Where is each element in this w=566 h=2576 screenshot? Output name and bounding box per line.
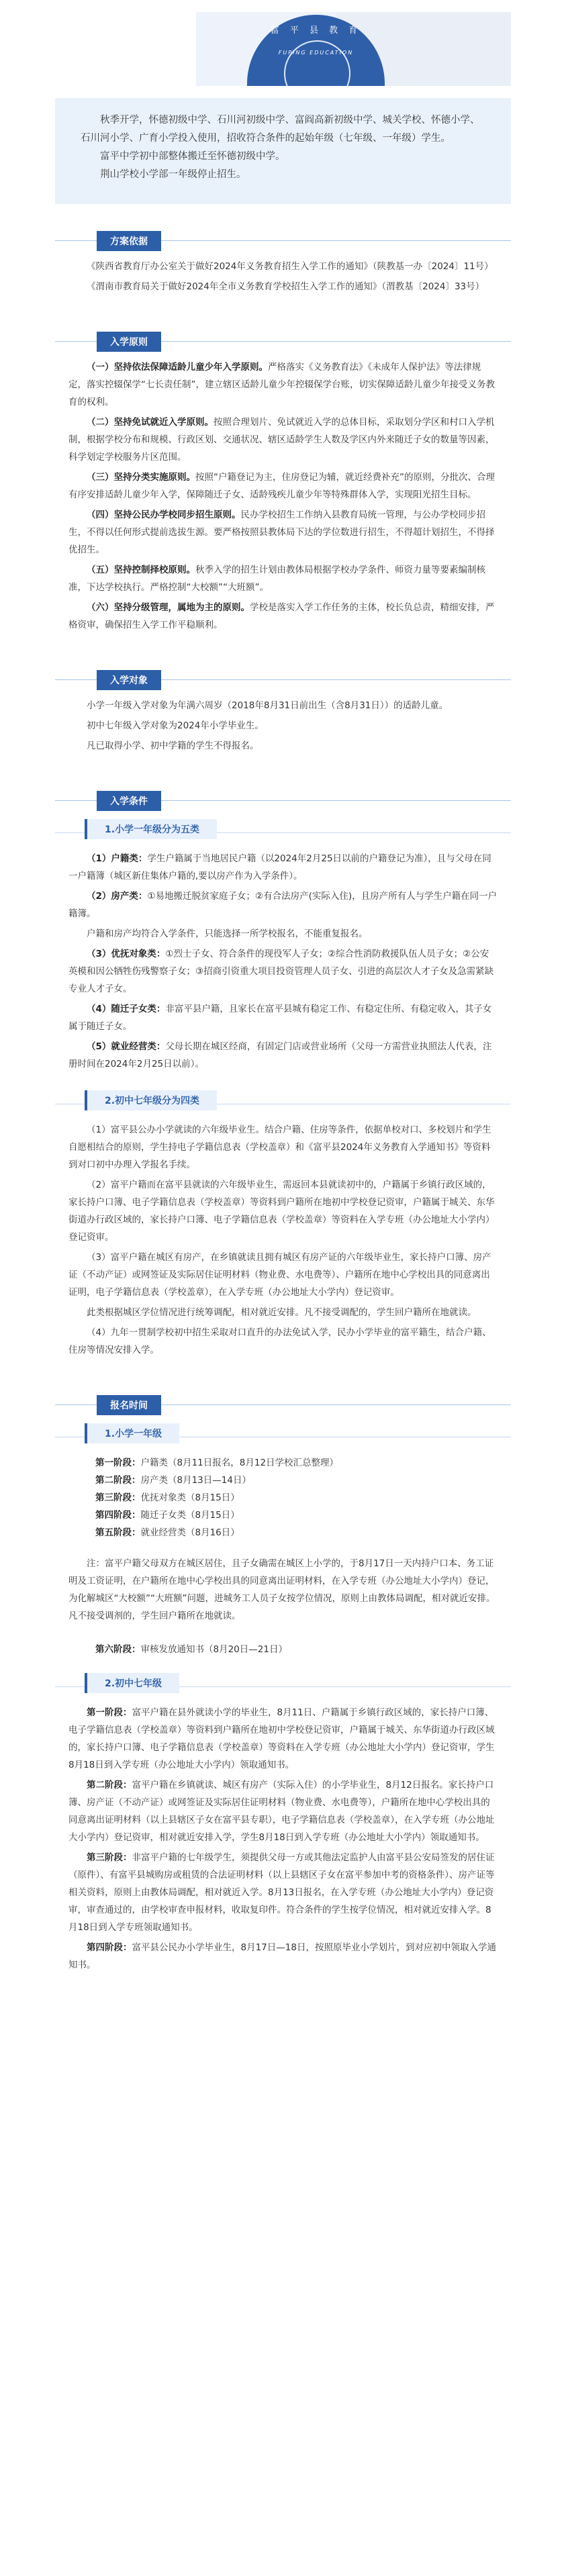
section-header — [55, 780, 511, 811]
condition-text: 非富平县户籍，且家长在富平县城有稳定工作、有稳定住所、有稳定收入，其子女属于随迁子女。 — [68, 1004, 492, 1032]
schedule-stage: 第三阶段： — [87, 1852, 132, 1863]
section-title: 入学对象 — [97, 670, 161, 690]
principle-title: （一）坚持依法保障适龄儿童少年入学原则。 — [87, 362, 268, 373]
logo-subtext: FUPING EDUCATION — [278, 50, 354, 56]
schedule-item — [68, 1776, 498, 1846]
education-logo-icon — [247, 15, 385, 86]
logo-text: 富 平 县 教 育 — [270, 26, 362, 36]
schedule-item — [68, 1704, 498, 1774]
principle-title: （三）坚持分类实施原则。 — [87, 472, 195, 483]
principle-title: （六）坚持分级管理，属地为主的原则。 — [87, 602, 250, 613]
condition-label: （4）随迁子女类： — [87, 1004, 166, 1014]
principle-item — [68, 469, 498, 504]
subsection-title: 1.小学一年级分为五类 — [85, 819, 217, 839]
schedule-note: 注：富平户籍父母双方在城区居住，且子女确需在城区上小学的，于8月17日一天内持户口本、务工证明及工资证明，在户籍所在地中心学校出具的同意离出证明材料，在入学专班（办公地址大小学内）登记，为化解城区“大校额”“大班额”问题，进城务工人员子女按学位情况，原则上由教体局调配，相对就近安排。凡不接受调剂的，学生回户籍所在地就读。 — [68, 1558, 496, 1621]
section-principles — [55, 321, 511, 643]
condition-text: ①易地搬迁脱贫家庭子女；②有合法房产(实际入住)，且房产所有人与学生户籍在同一户籍簿。 — [68, 891, 498, 919]
condition-paragraph: （2）富平户籍而在富平县就读的六年级毕业生，需返回本县就读初中的，户籍属于乡镇行政区域的，家长持户口簿、电子学籍信息表（学校盖章）等资料到户籍所在地初中学校登记资审，户籍属于城关、东华街道办行政区域的，家长持户口簿、电子学籍信息表（学校盖章）等资料在入学专班（办公地址大小学内）登记资审。 — [68, 1180, 495, 1243]
schedule-stage: 第一阶段： — [87, 1707, 132, 1718]
condition-text: 父母长期在城区经商，有固定门店或营业场所（父母一方需营业执照法人代表，注册时间在2024年2月25日以前）。 — [68, 1041, 492, 1069]
schedule-text: 优抚对象类（8月15日） — [140, 1492, 240, 1503]
principle-text: 民办学校招生工作纳入县教育局统一管理，与公办学校同步招生，不得以任何形式提前选拔生源。要严格按照县教体局下达的学位数进行招生，不得超计划招生，不得择优招生。 — [68, 510, 495, 555]
principle-text: 秋季入学的招生计划由教体局根据学校办学条件、师资力量等要素编制核准，下达学校执行。严格控制“大校额”“大班额”。 — [68, 565, 485, 593]
section-header — [55, 220, 511, 251]
section-targets — [55, 659, 511, 764]
condition-paragraph: （4）九年一贯制学校初中招生采取对口直升的办法免试入学，民办小学毕业的富平籍生，结合户籍、住房等情况安排入学。 — [68, 1327, 491, 1355]
schedule-stage: 第五阶段： — [95, 1527, 141, 1538]
section-title: 入学条件 — [97, 791, 161, 811]
subsection-header — [55, 816, 511, 839]
schedule-stage: 第二阶段： — [95, 1475, 141, 1486]
schedule-text: 审核发放通知书（8月20日—21日） — [140, 1644, 287, 1655]
schedule-item — [95, 1472, 498, 1489]
condition-item — [68, 1000, 498, 1035]
principle-text: 严格落实《义务教育法》《未成年人保护法》等法律规定，落实控辍保学“七长责任制”，建立辖区适龄儿童少年控辍保学台账，切实保障适龄儿童少年接受义务教育的权利。 — [68, 362, 495, 408]
section-title: 入学原则 — [97, 332, 161, 352]
principle-item — [68, 414, 498, 466]
condition-text: ①烈士子女、符合条件的现役军人子女；②综合性消防救援队伍人员子女；②公安英模和因公牺牲伤残警察子女；③招商引资重大项目投资管理人员子女、引进的高层次人才子女及急需紧缺专业人才子女。 — [68, 949, 494, 994]
schedule-stage: 第三阶段： — [95, 1492, 141, 1503]
schedule-item — [68, 1849, 498, 1936]
condition-paragraph: （3）富平户籍在城区有房产，在乡镇就读且拥有城区有房产证的六年级毕业生，家长持户口簿、房产证（不动产证）或网签证及实际居住证明材料（物业费、水电费等）、户籍所在地中心学校出具的同意离出证明，电子学籍信息表（学校盖章），在入学专班（办公地址大小学内）登记资审。 — [68, 1252, 491, 1298]
logo-ring — [284, 40, 350, 86]
intro-box — [55, 98, 511, 204]
principle-text: 按照“户籍登记为主，住房登记为辅，就近经费补充”的原则，分批次、合理有序安排适龄儿童少年入学，保障随迁子女、适龄残疾儿童少年等特殊群体入学，实现阳光招生目标。 — [68, 472, 495, 500]
principle-item — [68, 599, 498, 634]
schedule-item — [95, 1489, 498, 1507]
schedule-item — [95, 1507, 498, 1524]
condition-label: （1）户籍类： — [87, 853, 148, 864]
condition-note: 户籍和房产均符合入学条件，只能选择一所学校报名，不能重复报名。 — [87, 928, 368, 939]
schedule-stage: 第四阶段： — [87, 1942, 132, 1953]
condition-label: （5）就业经营类： — [87, 1041, 166, 1052]
condition-item — [68, 945, 498, 998]
condition-paragraph: （1）富平县公办小学就读的六年级毕业生。结合户籍、住房等条件，依据单校对口、多校划片和学生自愿相结合的原则，学生持电子学籍信息表（学校盖章）和《富平县2024年义务教育入学通知书》等资料到对口初中办理入学报名手续。 — [68, 1125, 491, 1170]
basis-paragraph: 《陕西省教育厅办公室关于做好2024年义务教育招生入学工作的通知》（陕教基一办〔2024〕11号） — [87, 261, 493, 272]
intro-paragraph: 荆山学校小学部一年级停止招生。 — [100, 169, 246, 180]
section-schedule — [55, 1384, 511, 1983]
section-basis — [55, 220, 511, 305]
basis-paragraph: 《渭南市教育局关于做好2024年全市义务教育学校招生入学工作的通知》（渭教基〔2024〕33号） — [87, 281, 485, 292]
principle-text: 学校是落实入学工作任务的主体，校长负总责，精细安排，严格资审，确保招生入学工作平稳顺利。 — [68, 602, 495, 630]
principle-title: （二）坚持免试就近入学原则。 — [87, 417, 214, 428]
schedule-stage: 第六阶段： — [95, 1644, 141, 1655]
schedule-text: 随迁子女类（8月15日） — [140, 1510, 240, 1521]
condition-item — [68, 1038, 498, 1073]
section-header — [55, 321, 511, 352]
condition-item — [68, 888, 498, 922]
schedule-text: 富平户籍在县外就读小学的毕业生，8月11日、户籍属于乡镇行政区域的，家长持户口簿、电子学籍信息表（学校盖章）等资料到户籍所在地初中学校登记资审，户籍属于城关、东华街道办行政区域的，家长持户口簿、电子学籍信息表（学校盖章）等资料在入学专班（办公地址大小学内）登记资审，学生8月18日到入学专班（办公地址大小学内）领取通知书。 — [68, 1707, 495, 1770]
schedule-text: 房产类（8月13日—14日） — [140, 1475, 251, 1486]
schedule-item — [95, 1641, 498, 1658]
section-header — [55, 659, 511, 690]
intro-paragraph: 秋季开学，怀德初级中学、石川河初级中学、富阎高新初级中学、城关学校、怀德小学、石川河小学、广育小学投入使用，招收符合条件的起始年级（七年级、一年级）学生。 — [81, 115, 480, 144]
principle-title: （五）坚持控制择校原则。 — [87, 565, 195, 575]
schedule-stage: 第二阶段： — [87, 1780, 132, 1791]
section-conditions — [55, 780, 511, 1368]
subsection-title: 2.初中七年级分为四类 — [85, 1090, 217, 1110]
banner-left-panel — [55, 12, 196, 86]
subsection-title: 1.小学一年级 — [85, 1423, 179, 1443]
schedule-item — [68, 1939, 498, 1974]
schedule-text: 富平县公民办小学毕业生，8月17日—18日，按照原毕业小学划片，到对应初中领取入学通知书。 — [68, 1942, 496, 1970]
section-title: 方案依据 — [97, 231, 161, 251]
condition-text: 学生户籍属于当地居民户籍（以2024年2月25日以前的户籍登记为准），且与父母在同一户籍簿（城区新住集体户籍的,要以房产作为入学条件）。 — [68, 853, 491, 881]
schedule-text: 富平户籍在乡镇就读、城区有房产（实际入住）的小学毕业生，8月12日报名。家长持户口簿、房产证（不动产证）或网签证及实际居住证明材料（物业费、水电费等），户籍所在地中心学校出具的同意离出证明材料（以上县辖区子女在富平县专职），电子学籍信息表（学校盖章），在入学专班（办公地址大小学内）登记资审，相对就近安排入学，学生8月18日到入学专班（办公地址大小学内）领取通知书。 — [68, 1780, 495, 1843]
condition-label: （2）房产类： — [87, 891, 148, 902]
target-paragraph: 初中七年级入学对象为2024年小学毕业生。 — [87, 720, 264, 731]
page — [0, 12, 566, 1983]
intro-paragraph: 富平中学初中部整体搬迁至怀德初级中学。 — [100, 151, 285, 162]
principle-item — [68, 359, 498, 411]
schedule-item — [95, 1454, 498, 1472]
schedule-text: 就业经营类（8月16日） — [140, 1527, 240, 1538]
condition-label: （3）优抚对象类： — [87, 949, 166, 959]
target-paragraph: 小学一年级入学对象为年满六周岁（2018年8月31日前出生（含8月31日））的适龄儿童。 — [87, 700, 449, 711]
principle-text: 按照合理划片、免试就近入学的总体目标，采取划分学区和村口入学机制，根据学校分布和规模、行政区划、交通状况、辖区适龄学生人数及学区内外来随迁子女的数量等因素，科学划定学校服务片区范围。 — [68, 417, 495, 463]
principle-item — [68, 506, 498, 559]
principle-title: （四）坚持公民办学校同步招生原则。 — [87, 510, 241, 520]
subsection-title: 2.初中七年级 — [85, 1673, 179, 1693]
header-banner — [55, 12, 511, 86]
subsection-header — [55, 1670, 511, 1693]
subsection-header — [55, 1088, 511, 1110]
schedule-text: 户籍类（8月11日报名，8月12日学校汇总整理） — [140, 1458, 339, 1468]
schedule-item — [95, 1524, 498, 1541]
condition-paragraph: 此类根据城区学位情况进行统筹调配，相对就近安排。凡不接受调配的，学生回户籍所在地就读。 — [87, 1307, 477, 1318]
target-paragraph: 凡已取得小学、初中学籍的学生不得报名。 — [87, 741, 259, 751]
section-title: 报名时间 — [97, 1395, 161, 1415]
schedule-stage: 第四阶段： — [95, 1510, 141, 1521]
schedule-text: 非富平户籍的七年级学生，须提供父母一方或其他法定监护人由富平县公安局签发的居住证（原件）、有富平县城购房或租赁的合法证明材料（以上县辖区子女在富平参加中考的资格条件）、房产证等相关资料，原则上由教体局调配，相对就近入学。8月13日报名，在入学专班（办公地址大小学内）登记资审，审查通过的，由学校审查申报材料，收取复印件。符合条件的学生按学位情况，相对就近安排入学。8月18日到入学专班领取通知书。 — [68, 1852, 495, 1933]
condition-item — [68, 850, 498, 885]
schedule-stage: 第一阶段： — [95, 1458, 141, 1468]
subsection-header — [55, 1421, 511, 1443]
section-header — [55, 1384, 511, 1415]
principle-item — [68, 561, 498, 596]
